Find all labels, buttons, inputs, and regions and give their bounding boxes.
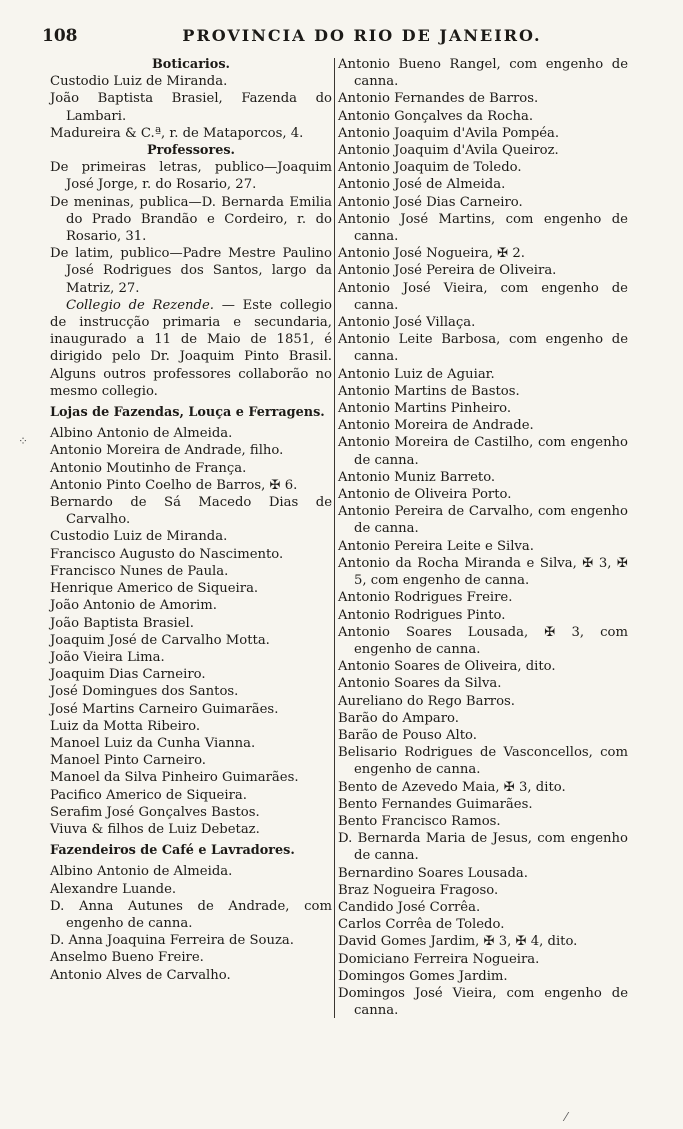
- list-item: Antonio Moutinho de França.: [50, 460, 247, 476]
- list-item: Antonio de Oliveira Porto.: [338, 487, 512, 503]
- list-item: Antonio Joaquim de Toledo.: [338, 160, 522, 176]
- section-heading-boticarios: Boticarios.: [151, 57, 230, 72]
- list-item: Antonio Soares Lousada, ✠ 3, com engenho de canna.: [338, 624, 628, 657]
- list-item: Manoel Luiz da Cunha Vianna.: [50, 735, 256, 751]
- list-item: Domiciano Ferreira Nogueira.: [338, 951, 540, 967]
- list-item: Bento de Azevedo Maia, ✠ 3, dito.: [338, 779, 566, 795]
- list-item: Custodio Luiz de Miranda.: [50, 529, 228, 545]
- left-column: [50, 56, 332, 984]
- list-item: Antonio Alves de Carvalho.: [50, 967, 231, 983]
- list-item: Antonio Luiz de Aguiar.: [338, 366, 495, 382]
- fazendeiros-list: [50, 863, 332, 983]
- list-item: De primeiras letras, publico—Joaquim José Jorge, r. do Rosario, 27.: [50, 160, 332, 193]
- list-item: Antonio José Dias Carneiro.: [338, 194, 523, 210]
- list-item: Antonio José Vieira, com engenho de canna.: [338, 280, 628, 313]
- list-item: João Vieira Lima.: [50, 649, 165, 665]
- ink-mark-icon: ⁘: [18, 434, 29, 448]
- list-item: Anselmo Bueno Freire.: [50, 950, 204, 966]
- list-item: Antonio Fernandes de Barros.: [338, 91, 539, 107]
- list-item: De meninas, publica—D. Bernarda Emilia do Prado Brandão e Cordeiro, r. do Rosario, 31.: [50, 194, 332, 245]
- list-item: Antonio Joaquim d'Avila Pompéa.: [338, 125, 560, 141]
- list-item: Antonio Pereira Leite e Silva.: [338, 538, 534, 554]
- list-item: Domingos Gomes Jardim.: [338, 968, 508, 984]
- list-item: D. Bernarda Maria de Jesus, com engenho de canna.: [338, 831, 628, 864]
- list-item: Albino Antonio de Almeida.: [50, 426, 233, 442]
- list-item: David Gomes Jardim, ✠ 3, ✠ 4, dito.: [338, 934, 578, 950]
- list-item: Braz Nogueira Fragoso.: [338, 882, 499, 898]
- list-item: Belisario Rodrigues de Vasconcellos, com engenho de canna.: [338, 745, 628, 778]
- list-item: José Martins Carneiro Guimarães.: [50, 701, 279, 717]
- list-item: Albino Antonio de Almeida.: [50, 864, 233, 880]
- list-item: Antonio da Rocha Miranda e Silva, ✠ 3, ✠ 5, com engenho de canna.: [338, 555, 628, 589]
- list-item: Manoel Pinto Carneiro.: [50, 753, 207, 769]
- list-item: Francisco Nunes de Paula.: [50, 563, 229, 579]
- list-item: Antonio José Villaça.: [338, 315, 476, 331]
- list-item: Antonio José Nogueira, ✠ 2.: [338, 246, 525, 262]
- list-item: Antonio Moreira de Castilho, com engenho de canna.: [338, 435, 628, 468]
- section-heading-lojas: Lojas de Fazendas, Louça e Ferragens.: [50, 405, 325, 421]
- list-item: D. Anna Joaquina Ferreira de Souza.: [50, 933, 294, 949]
- list-item: Antonio Rodrigues Pinto.: [338, 607, 506, 623]
- section-heading-fazendeiros: Fazendeiros de Café e Lavradores.: [50, 843, 295, 859]
- list-item: Serafim José Gonçalves Bastos.: [50, 804, 260, 820]
- list-item: Antonio Moreira de Andrade, filho.: [50, 443, 284, 459]
- list-item: João Baptista Brasiel, Fazenda do Lambari.: [50, 91, 332, 124]
- list-item: Antonio Pereira de Carvalho, com engenho de canna.: [338, 504, 628, 537]
- list-item: Antonio Pinto Coelho de Barros, ✠ 6.: [50, 477, 298, 493]
- ink-mark-icon: ⁄: [565, 1110, 568, 1124]
- page-number: 108: [42, 26, 78, 46]
- list-item: De latim, publico—Padre Mestre Paulino José Rodrigues dos Santos, largo da Matriz, 27.: [50, 246, 332, 296]
- list-item: Antonio Muniz Barreto.: [338, 469, 496, 485]
- list-item: Antonio Martins Pinheiro.: [338, 401, 512, 417]
- page-header: [42, 26, 642, 48]
- list-item: Antonio Joaquim d'Avila Queiroz.: [338, 143, 559, 159]
- column-divider: [334, 58, 335, 1018]
- list-item: João Baptista Brasiel.: [50, 615, 194, 631]
- section-heading-professores: Professores.: [146, 143, 236, 159]
- page-title: PROVINCIA DO RIO DE JANEIRO.: [182, 26, 542, 45]
- boticarios-list: [50, 73, 332, 142]
- list-item: Joaquim José de Carvalho Motta.: [50, 632, 270, 648]
- list-item: Antonio Soares da Silva.: [338, 676, 502, 692]
- list-item: Antonio Leite Barbosa, com engenho de canna.: [338, 332, 628, 365]
- list-item: Luiz da Motta Ribeiro.: [50, 718, 201, 734]
- list-item: Antonio José Martins, com engenho de canna.: [338, 211, 628, 245]
- list-item: Bernardo de Sá Macedo Dias de Carvalho.: [50, 495, 332, 528]
- list-item: Madureira & C.ª, r. de Mataporcos, 4.: [50, 125, 304, 141]
- list-item: Henrique Americo de Siqueira.: [50, 581, 259, 597]
- list-item: Bento Fernandes Guimarães.: [338, 796, 533, 812]
- list-item: Antonio Rodrigues Freire.: [338, 590, 513, 606]
- collegio-name: Collegio de Rezende.: [66, 297, 214, 313]
- list-item: Manoel da Silva Pinheiro Guimarães.: [50, 770, 299, 786]
- list-item: Carlos Corrêa de Toledo.: [338, 917, 505, 933]
- list-item: Candido José Corrêa.: [338, 899, 481, 915]
- collegio-paragraph: [50, 297, 332, 400]
- list-item: José Domingues dos Santos.: [50, 684, 239, 700]
- list-item: Joaquim Dias Carneiro.: [50, 667, 206, 683]
- list-item: Barão de Pouso Alto.: [338, 727, 477, 743]
- list-item: Antonio Moreira de Andrade.: [338, 418, 534, 434]
- list-item: Bento Francisco Ramos.: [338, 813, 501, 829]
- list-item: Antonio Bueno Rangel, com engenho de canna.: [338, 57, 628, 90]
- list-item: Custodio Luiz de Miranda.: [50, 74, 228, 90]
- list-item: Pacifico Americo de Siqueira.: [50, 787, 247, 803]
- list-item: Antonio Martins de Bastos.: [338, 383, 520, 399]
- lojas-list: [50, 425, 332, 838]
- list-item: Viuva & filhos de Luiz Debetaz.: [50, 821, 260, 837]
- collegio-text: — Este collegio de instrucção primaria e secundaria, inaugurado a 11 de Maio de 1851, é dirigido pelo Dr. Joaquim Pinto Brasil. Alguns outros professores collaborão no mesmo collegio.: [50, 297, 332, 399]
- list-item: Alexandre Luande.: [50, 881, 177, 897]
- professores-list: [50, 159, 332, 297]
- list-item: Domingos José Vieira, com engenho de canna.: [338, 985, 628, 1019]
- list-item: Bernardino Soares Lousada.: [338, 865, 528, 881]
- list-item: Antonio Gonçalves da Rocha.: [338, 108, 534, 124]
- list-item: Aureliano do Rego Barros.: [338, 693, 515, 709]
- list-item: Antonio José Pereira de Oliveira.: [338, 263, 557, 279]
- list-item: Antonio José de Almeida.: [338, 177, 506, 193]
- list-item: Antonio Soares de Oliveira, dito.: [338, 659, 556, 675]
- list-item: D. Anna Autunes de Andrade, com engenho de canna.: [50, 898, 332, 931]
- list-item: Francisco Augusto do Nascimento.: [50, 546, 284, 562]
- list-item: Barão do Amparo.: [338, 710, 459, 726]
- list-item: João Antonio de Amorim.: [50, 598, 217, 614]
- right-column: [338, 56, 628, 1019]
